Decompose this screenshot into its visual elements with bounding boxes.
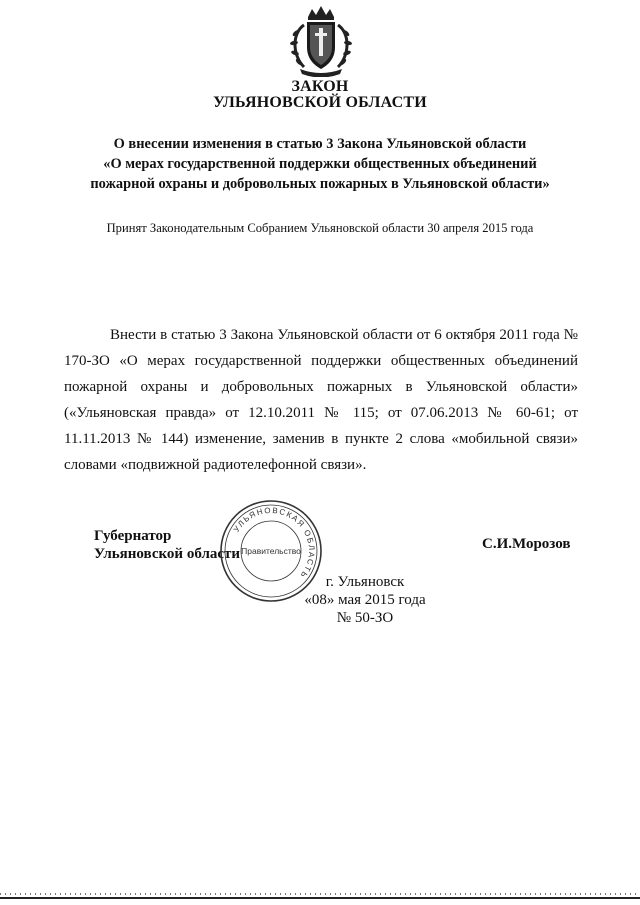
signing-details (290, 573, 440, 627)
document-title: ЗАКОН (291, 78, 349, 95)
position-line: Губернатор (94, 528, 172, 544)
scan-edge-dots (0, 893, 640, 895)
signatory-name: С.И.Морозов (482, 536, 571, 552)
subtitle-line: пожарной охраны и добровольных пожарных в Ульяновской области» (90, 176, 550, 192)
coat-of-arms-emblem (286, 3, 356, 77)
signing-date: «08» мая 2015 года (304, 592, 426, 608)
document-region-title: УЛЬЯНОВСКОЙ ОБЛАСТИ (213, 94, 427, 111)
stamp-ring-text: УЛЬЯНОВСКАЯ ОБЛАСТЬ (231, 505, 317, 581)
position-line: Ульяновской области (94, 546, 241, 562)
signing-city: г. Ульяновск (325, 574, 405, 590)
subtitle-line: О внесении изменения в статью 3 Закона Ульяновской области (113, 136, 527, 152)
scan-edge-line (0, 897, 640, 899)
stamp-center-text: Правительство (241, 546, 301, 556)
law-number: № 50-ЗО (336, 610, 394, 626)
svg-text:УЛЬЯНОВСКАЯ ОБЛАСТЬ (232, 506, 316, 581)
law-body (64, 322, 578, 478)
adoption-note: Принят Законодательным Собранием Ульяновской области 30 апреля 2015 года (106, 221, 534, 235)
body-paragraph: Внести в статью 3 Закона Ульяновской области от 6 октября 2011 года № 170-ЗО «О мерах государственной поддержки общественных объединений пожарной охраны и добровольных пожарных в Ульяновской области» («Ульяновская правда» от 12.10.2011 № 115; от 07.06.2013 № 60-61; от 11.11.2013 № 144) изменение, заменив в пункте 2 слова «мобильной связи» словами «подвижной радиотелефонной связи». (64, 327, 578, 473)
subtitle-line: «О мерах государственной поддержки общественных объединений (103, 156, 537, 172)
law-subtitle (40, 134, 600, 194)
